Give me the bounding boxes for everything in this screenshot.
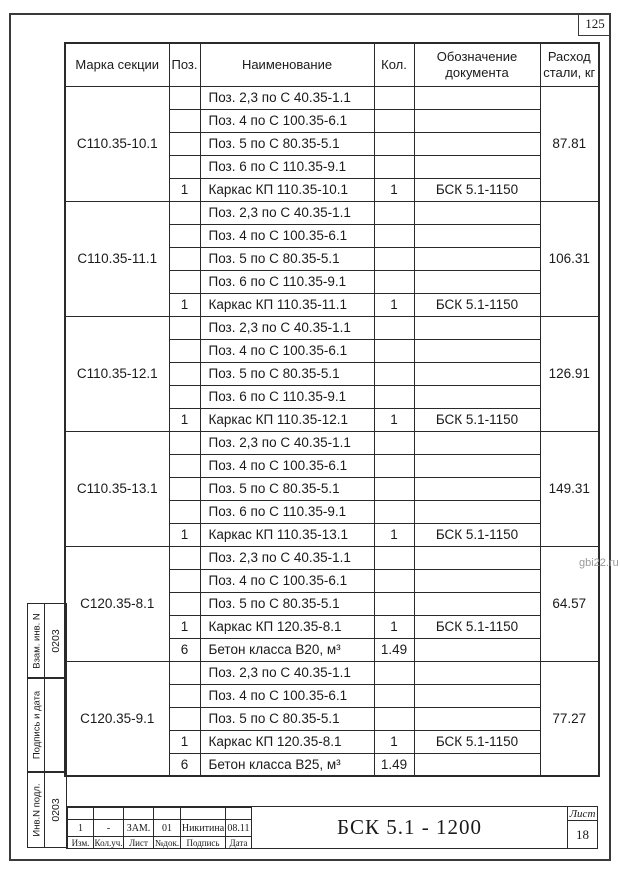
quantity-cell [374, 569, 414, 592]
title-block-revision-body [68, 808, 252, 849]
table-row [65, 316, 599, 339]
quantity-cell [374, 592, 414, 615]
title-block-cell: 1 [68, 820, 94, 837]
quantity-cell: 1 [374, 408, 414, 431]
position-cell [169, 155, 200, 178]
document-designation-cell: БСК 5.1-1150 [414, 178, 540, 201]
title-block-cell [94, 808, 124, 820]
document-designation-cell [414, 431, 540, 454]
position-cell: 1 [169, 615, 200, 638]
quantity-cell [374, 707, 414, 730]
quantity-cell: 1 [374, 293, 414, 316]
quantity-cell [374, 477, 414, 500]
title-block-cell [181, 808, 226, 820]
page-number: 125 [578, 13, 611, 36]
quantity-cell [374, 661, 414, 684]
stamp-divider [44, 679, 45, 771]
title-block [66, 806, 598, 849]
sheet-box [567, 807, 597, 848]
position-cell: 1 [169, 293, 200, 316]
quantity-cell: 1 [374, 523, 414, 546]
section-mark-cell: С110.35-13.1 [65, 431, 169, 546]
quantity-cell [374, 86, 414, 109]
position-cell: 6 [169, 753, 200, 776]
stamp-divider [44, 604, 45, 677]
stamp-vzam-inv-value: 0203 [50, 628, 62, 653]
item-name-cell: Поз. 4 по С 100.35-6.1 [200, 339, 374, 362]
steel-consumption-cell: 106.31 [540, 201, 599, 316]
position-cell [169, 201, 200, 224]
item-name-cell: Поз. 5 по С 80.35-5.1 [200, 477, 374, 500]
title-block-cell: Подпись [181, 837, 226, 849]
document-designation-cell [414, 753, 540, 776]
stamp-podpis-data-label: Подпись и дата [31, 690, 43, 760]
document-designation-cell [414, 684, 540, 707]
spec-table-body [65, 86, 599, 776]
item-name-cell: Каркас КП 120.35-8.1 [200, 615, 374, 638]
quantity-cell: 1.49 [374, 638, 414, 661]
item-name-cell: Поз. 6 по С 110.35-9.1 [200, 385, 374, 408]
quantity-cell [374, 155, 414, 178]
quantity-cell [374, 546, 414, 569]
quantity-cell [374, 362, 414, 385]
position-cell [169, 385, 200, 408]
sheet-number: 18 [576, 826, 589, 842]
position-cell [169, 546, 200, 569]
title-block-revision-table [67, 807, 252, 849]
title-block-cell: Кол.уч. [94, 837, 123, 848]
item-name-cell: Поз. 4 по С 100.35-6.1 [200, 569, 374, 592]
section-mark-cell: С110.35-11.1 [65, 201, 169, 316]
stamp-inv-podl-label: Инв.N подл. [31, 783, 43, 837]
document-designation-cell [414, 707, 540, 730]
stamp-divider [44, 773, 45, 847]
steel-consumption-cell: 149.31 [540, 431, 599, 546]
title-block-cell [124, 808, 154, 820]
item-name-cell: Поз. 5 по С 80.35-5.1 [200, 132, 374, 155]
document-designation-cell: БСК 5.1-1150 [414, 523, 540, 546]
steel-consumption-cell: 87.81 [540, 86, 599, 201]
document-designation-cell: БСК 5.1-1150 [414, 408, 540, 431]
item-name-cell: Поз. 5 по С 80.35-5.1 [200, 707, 374, 730]
document-designation-cell [414, 270, 540, 293]
document-designation-cell [414, 638, 540, 661]
table-row [65, 661, 599, 684]
quantity-cell: 1 [374, 615, 414, 638]
title-block-cell: ЗАМ. [124, 820, 154, 837]
position-cell [169, 86, 200, 109]
document-designation-cell: БСК 5.1-1150 [414, 293, 540, 316]
title-block-cell: Дата [226, 837, 252, 849]
document-designation-cell [414, 500, 540, 523]
item-name-cell: Поз. 2,3 по С 40.35-1.1 [200, 546, 374, 569]
section-mark-cell: С110.35-12.1 [65, 316, 169, 431]
quantity-cell: 1 [374, 178, 414, 201]
table-row [65, 546, 599, 569]
quantity-cell: 1.49 [374, 753, 414, 776]
document-designation-cell [414, 661, 540, 684]
section-mark-cell: С120.35-8.1 [65, 546, 169, 661]
stamp-vzam-inv-label: Взам. инв. N [31, 612, 43, 669]
quantity-cell [374, 339, 414, 362]
title-block-cell [68, 808, 94, 820]
steel-consumption-cell: 126.91 [540, 316, 599, 431]
title-block-cell: 01 [154, 820, 181, 837]
table-row [65, 86, 599, 109]
quantity-cell [374, 224, 414, 247]
item-name-cell: Поз. 5 по С 80.35-5.1 [200, 247, 374, 270]
position-cell: 1 [169, 408, 200, 431]
item-name-cell: Поз. 4 по С 100.35-6.1 [200, 684, 374, 707]
position-cell [169, 661, 200, 684]
title-block-row [68, 837, 252, 849]
table-row [65, 201, 599, 224]
item-name-cell: Поз. 5 по С 80.35-5.1 [200, 592, 374, 615]
header-doc: Обозначение документа [414, 43, 540, 86]
title-block-cell: - [94, 820, 124, 837]
document-designation-cell: БСК 5.1-1150 [414, 615, 540, 638]
item-name-cell: Поз. 4 по С 100.35-6.1 [200, 109, 374, 132]
document-designation-cell [414, 109, 540, 132]
quantity-cell [374, 454, 414, 477]
position-cell [169, 339, 200, 362]
item-name-cell: Каркас КП 120.35-8.1 [200, 730, 374, 753]
position-cell: 1 [169, 730, 200, 753]
quantity-cell [374, 500, 414, 523]
item-name-cell: Поз. 6 по С 110.35-9.1 [200, 500, 374, 523]
position-cell [169, 454, 200, 477]
title-block-cell: Лист [124, 837, 154, 849]
position-cell [169, 431, 200, 454]
header-qty: Кол. [374, 43, 414, 86]
title-block-cell: 08.11 [226, 820, 252, 837]
item-name-cell: Поз. 2,3 по С 40.35-1.1 [200, 201, 374, 224]
stamp-inv-podl [27, 772, 67, 848]
position-cell [169, 132, 200, 155]
item-name-cell: Бетон класса В20, м³ [200, 638, 374, 661]
document-designation-cell [414, 224, 540, 247]
item-name-cell: Поз. 5 по С 80.35-5.1 [200, 362, 374, 385]
document-designation-cell [414, 132, 540, 155]
title-block-cell [154, 808, 181, 820]
header-pos: Поз. [169, 43, 200, 86]
document-designation-cell [414, 362, 540, 385]
title-block-cell: Никитина [181, 820, 226, 837]
header-name: Наименование [200, 43, 374, 86]
document-designation-cell [414, 546, 540, 569]
position-cell [169, 684, 200, 707]
item-name-cell: Каркас КП 110.35-10.1 [200, 178, 374, 201]
document-designation-cell [414, 385, 540, 408]
stamp-inv-podl-value: 0203 [50, 798, 62, 822]
section-mark-cell: С120.35-9.1 [65, 661, 169, 776]
position-cell: 1 [169, 523, 200, 546]
item-name-cell: Поз. 6 по С 110.35-9.1 [200, 270, 374, 293]
item-name-cell: Поз. 2,3 по С 40.35-1.1 [200, 661, 374, 684]
title-block-row [68, 808, 252, 820]
sheet-label: Лист [569, 807, 596, 820]
position-cell [169, 592, 200, 615]
document-designation-cell [414, 155, 540, 178]
document-designation-cell [414, 592, 540, 615]
item-name-cell: Поз. 2,3 по С 40.35-1.1 [200, 86, 374, 109]
quantity-cell [374, 431, 414, 454]
steel-consumption-cell: 77.27 [540, 661, 599, 776]
item-name-cell: Каркас КП 110.35-11.1 [200, 293, 374, 316]
quantity-cell [374, 270, 414, 293]
quantity-cell [374, 109, 414, 132]
watermark: gbi22.ru [579, 557, 619, 569]
document-designation-cell [414, 477, 540, 500]
item-name-cell: Бетон класса В25, м³ [200, 753, 374, 776]
quantity-cell [374, 316, 414, 339]
position-cell [169, 270, 200, 293]
item-name-cell: Каркас КП 110.35-13.1 [200, 523, 374, 546]
header-mark: Марка секции [65, 43, 169, 86]
quantity-cell [374, 201, 414, 224]
table-header-row [65, 43, 599, 86]
position-cell: 6 [169, 638, 200, 661]
specification-table [64, 42, 600, 777]
position-cell [169, 477, 200, 500]
item-name-cell: Каркас КП 110.35-12.1 [200, 408, 374, 431]
document-designation-cell [414, 569, 540, 592]
position-cell [169, 316, 200, 339]
item-name-cell: Поз. 2,3 по С 40.35-1.1 [200, 431, 374, 454]
quantity-cell [374, 247, 414, 270]
title-block-cell [226, 808, 252, 820]
document-designation-cell [414, 201, 540, 224]
item-name-cell: Поз. 4 по С 100.35-6.1 [200, 454, 374, 477]
quantity-cell: 1 [374, 730, 414, 753]
position-cell [169, 362, 200, 385]
position-cell: 1 [169, 178, 200, 201]
document-designation-cell [414, 86, 540, 109]
document-number: БСК 5.1 - 1200 [337, 815, 482, 839]
table-row [65, 431, 599, 454]
document-designation-cell [414, 454, 540, 477]
position-cell [169, 224, 200, 247]
stamp-podpis-data [27, 678, 67, 772]
document-designation-cell: БСК 5.1-1150 [414, 730, 540, 753]
position-cell [169, 569, 200, 592]
document-designation-cell [414, 316, 540, 339]
item-name-cell: Поз. 6 по С 110.35-9.1 [200, 155, 374, 178]
quantity-cell [374, 684, 414, 707]
section-mark-cell: С110.35-10.1 [65, 86, 169, 201]
quantity-cell [374, 385, 414, 408]
position-cell [169, 707, 200, 730]
position-cell [169, 247, 200, 270]
title-block-cell: №док. [154, 837, 180, 848]
item-name-cell: Поз. 2,3 по С 40.35-1.1 [200, 316, 374, 339]
header-steel: Расход стали, кг [540, 43, 599, 86]
quantity-cell [374, 132, 414, 155]
document-designation-cell [414, 339, 540, 362]
title-block-row [68, 820, 252, 837]
position-cell [169, 500, 200, 523]
steel-consumption-cell: 64.57 [540, 546, 599, 661]
position-cell [169, 109, 200, 132]
item-name-cell: Поз. 4 по С 100.35-6.1 [200, 224, 374, 247]
document-designation-cell [414, 247, 540, 270]
stamp-vzam-inv [27, 603, 67, 678]
title-block-cell: Изм. [68, 837, 94, 849]
